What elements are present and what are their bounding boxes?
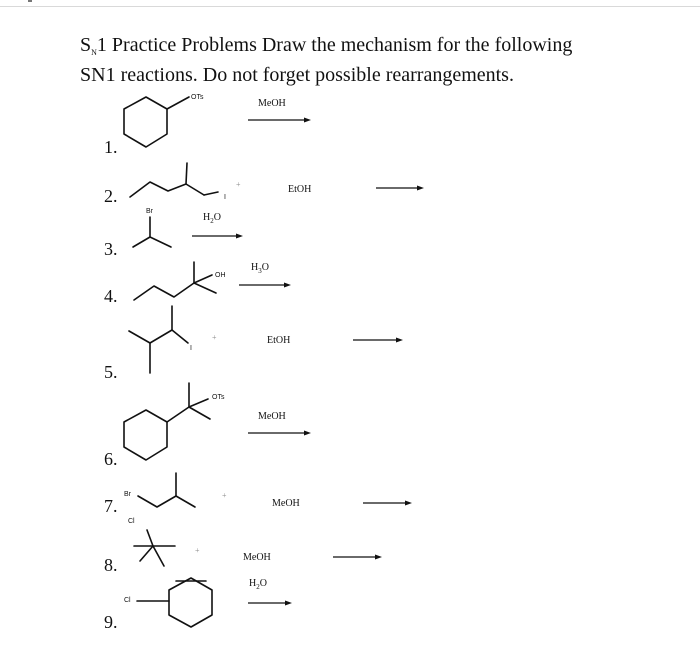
structure-6 <box>124 383 210 460</box>
structure-3 <box>133 217 171 247</box>
problem-number-4: 4. <box>104 286 118 306</box>
reaction-arrow-6 <box>248 431 311 436</box>
atom-label-oh-4: OH <box>215 272 226 279</box>
title-s: S <box>80 34 92 56</box>
structure-4 <box>134 262 216 300</box>
reagent-8: MeOH <box>243 552 271 563</box>
problem-number-1: 1. <box>104 137 118 157</box>
structure-9 <box>137 578 212 627</box>
reagent-9: $H_2O$ <box>249 578 267 591</box>
reaction-arrow-1 <box>248 118 311 123</box>
reaction-arrow-7 <box>363 501 412 506</box>
plus-sign-5: + <box>212 333 217 342</box>
reagent-4: $H_3O$ <box>251 262 269 275</box>
structure-8 <box>134 530 175 566</box>
atom-label-ots-1: OTs <box>191 94 204 101</box>
structure-2 <box>130 163 218 197</box>
structure-5 <box>129 306 188 373</box>
atom-label-br-7: Br <box>124 491 131 498</box>
title-subscript: N <box>91 48 97 57</box>
reagent-7: MeOH <box>272 498 300 509</box>
atom-label-cl-9: Cl <box>124 597 131 604</box>
problem-number-8: 8. <box>104 555 118 575</box>
reaction-arrow-2 <box>376 186 424 191</box>
reagent-1: MeOH <box>258 98 286 109</box>
reaction-arrow-9 <box>248 601 292 606</box>
title-line2: SN1 reactions. Do not forget possible rearrangements. <box>80 64 514 86</box>
plus-sign-2: + <box>236 180 241 189</box>
atom-label-ots-6: OTs <box>212 394 225 401</box>
reaction-arrow-3 <box>192 234 243 239</box>
plus-sign-8: + <box>195 546 200 555</box>
problem-number-3: 3. <box>104 239 118 259</box>
reagent-6: MeOH <box>258 411 286 422</box>
atom-label-cl-8: Cl <box>128 518 135 525</box>
atom-label-i-5: I <box>190 345 192 352</box>
reagent-5: EtOH <box>267 335 291 346</box>
problem-number-5: 5. <box>104 362 118 382</box>
reaction-arrow-4 <box>239 283 291 288</box>
problem-number-9: 9. <box>104 612 118 632</box>
problem-number-2: 2. <box>104 186 118 206</box>
atom-label-br-3: Br <box>146 208 153 215</box>
reaction-arrow-5 <box>353 338 403 343</box>
title-line1-rest: 1 Practice Problems Draw the mechanism for the following <box>96 34 573 56</box>
problem-number-7: 7. <box>104 496 118 516</box>
structure-1 <box>124 97 189 147</box>
atom-label-i-2: I <box>224 194 226 201</box>
problem-number-6: 6. <box>104 449 118 469</box>
structure-7 <box>138 473 195 507</box>
reagent-3: $H_2O$ <box>203 212 221 225</box>
reagent-2: EtOH <box>288 184 312 195</box>
plus-sign-7: + <box>222 491 227 500</box>
reaction-arrow-8 <box>333 555 382 560</box>
